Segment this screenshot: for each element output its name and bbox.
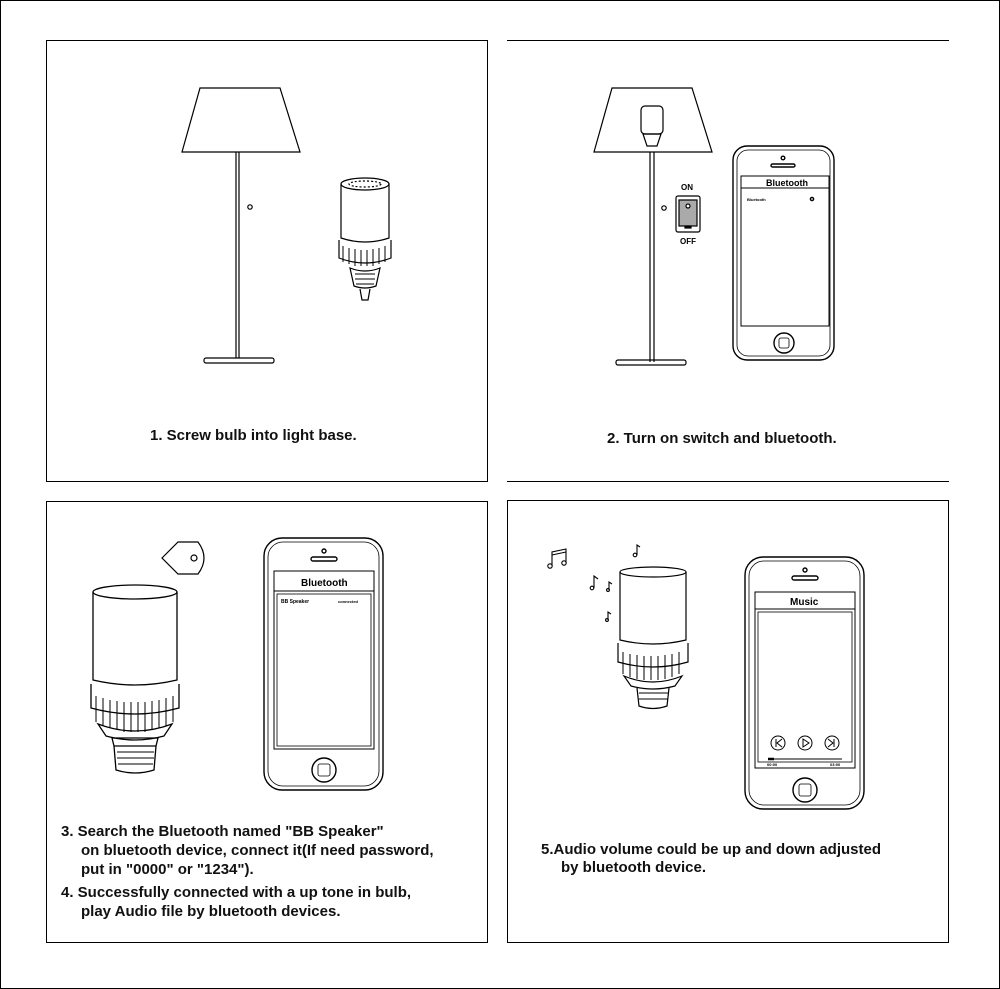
prev-track-icon [771, 736, 785, 750]
phone-4-title: Music [790, 597, 819, 608]
step-4-line-1: 4. Successfully connected with a up tone in bulb, [61, 884, 412, 901]
phone-2-title: Bluetooth [766, 178, 808, 188]
step-4-line-2: play Audio file by bluetooth devices. [81, 903, 341, 920]
phone-3-title: Bluetooth [301, 578, 348, 589]
phone-2-bluetooth-row: Bluetooth [747, 197, 766, 202]
step-3-line-2: on bluetooth device, connect it(If need password, [81, 842, 434, 859]
speaker-bulb-4 [618, 567, 688, 709]
step-5-line-2: by bluetooth device. [561, 859, 707, 876]
switch-on-label: ON [681, 183, 693, 192]
phone-4 [745, 557, 864, 809]
step-3-line-1: 3. Search the Bluetooth named "BB Speaker" [61, 823, 384, 840]
music-note-icons [548, 545, 640, 621]
phone-3-device-name: BB Speaker [281, 599, 310, 605]
phone-3-status: connected [338, 599, 359, 604]
next-track-icon [825, 736, 839, 750]
switch-off-label: OFF [680, 237, 696, 246]
playback-controls [768, 736, 842, 759]
step-2-caption: 2. Turn on switch and bluetooth. [607, 430, 837, 447]
step-3-line-3: put in "0000" or "1234"). [81, 861, 254, 878]
step-1-caption: 1. Screw bulb into light base. [150, 427, 357, 444]
step-5-line-1: 5.Audio volume could be up and down adjusted [541, 841, 882, 858]
time-start: 00:00 [767, 762, 778, 767]
time-end: 03:00 [830, 762, 841, 767]
